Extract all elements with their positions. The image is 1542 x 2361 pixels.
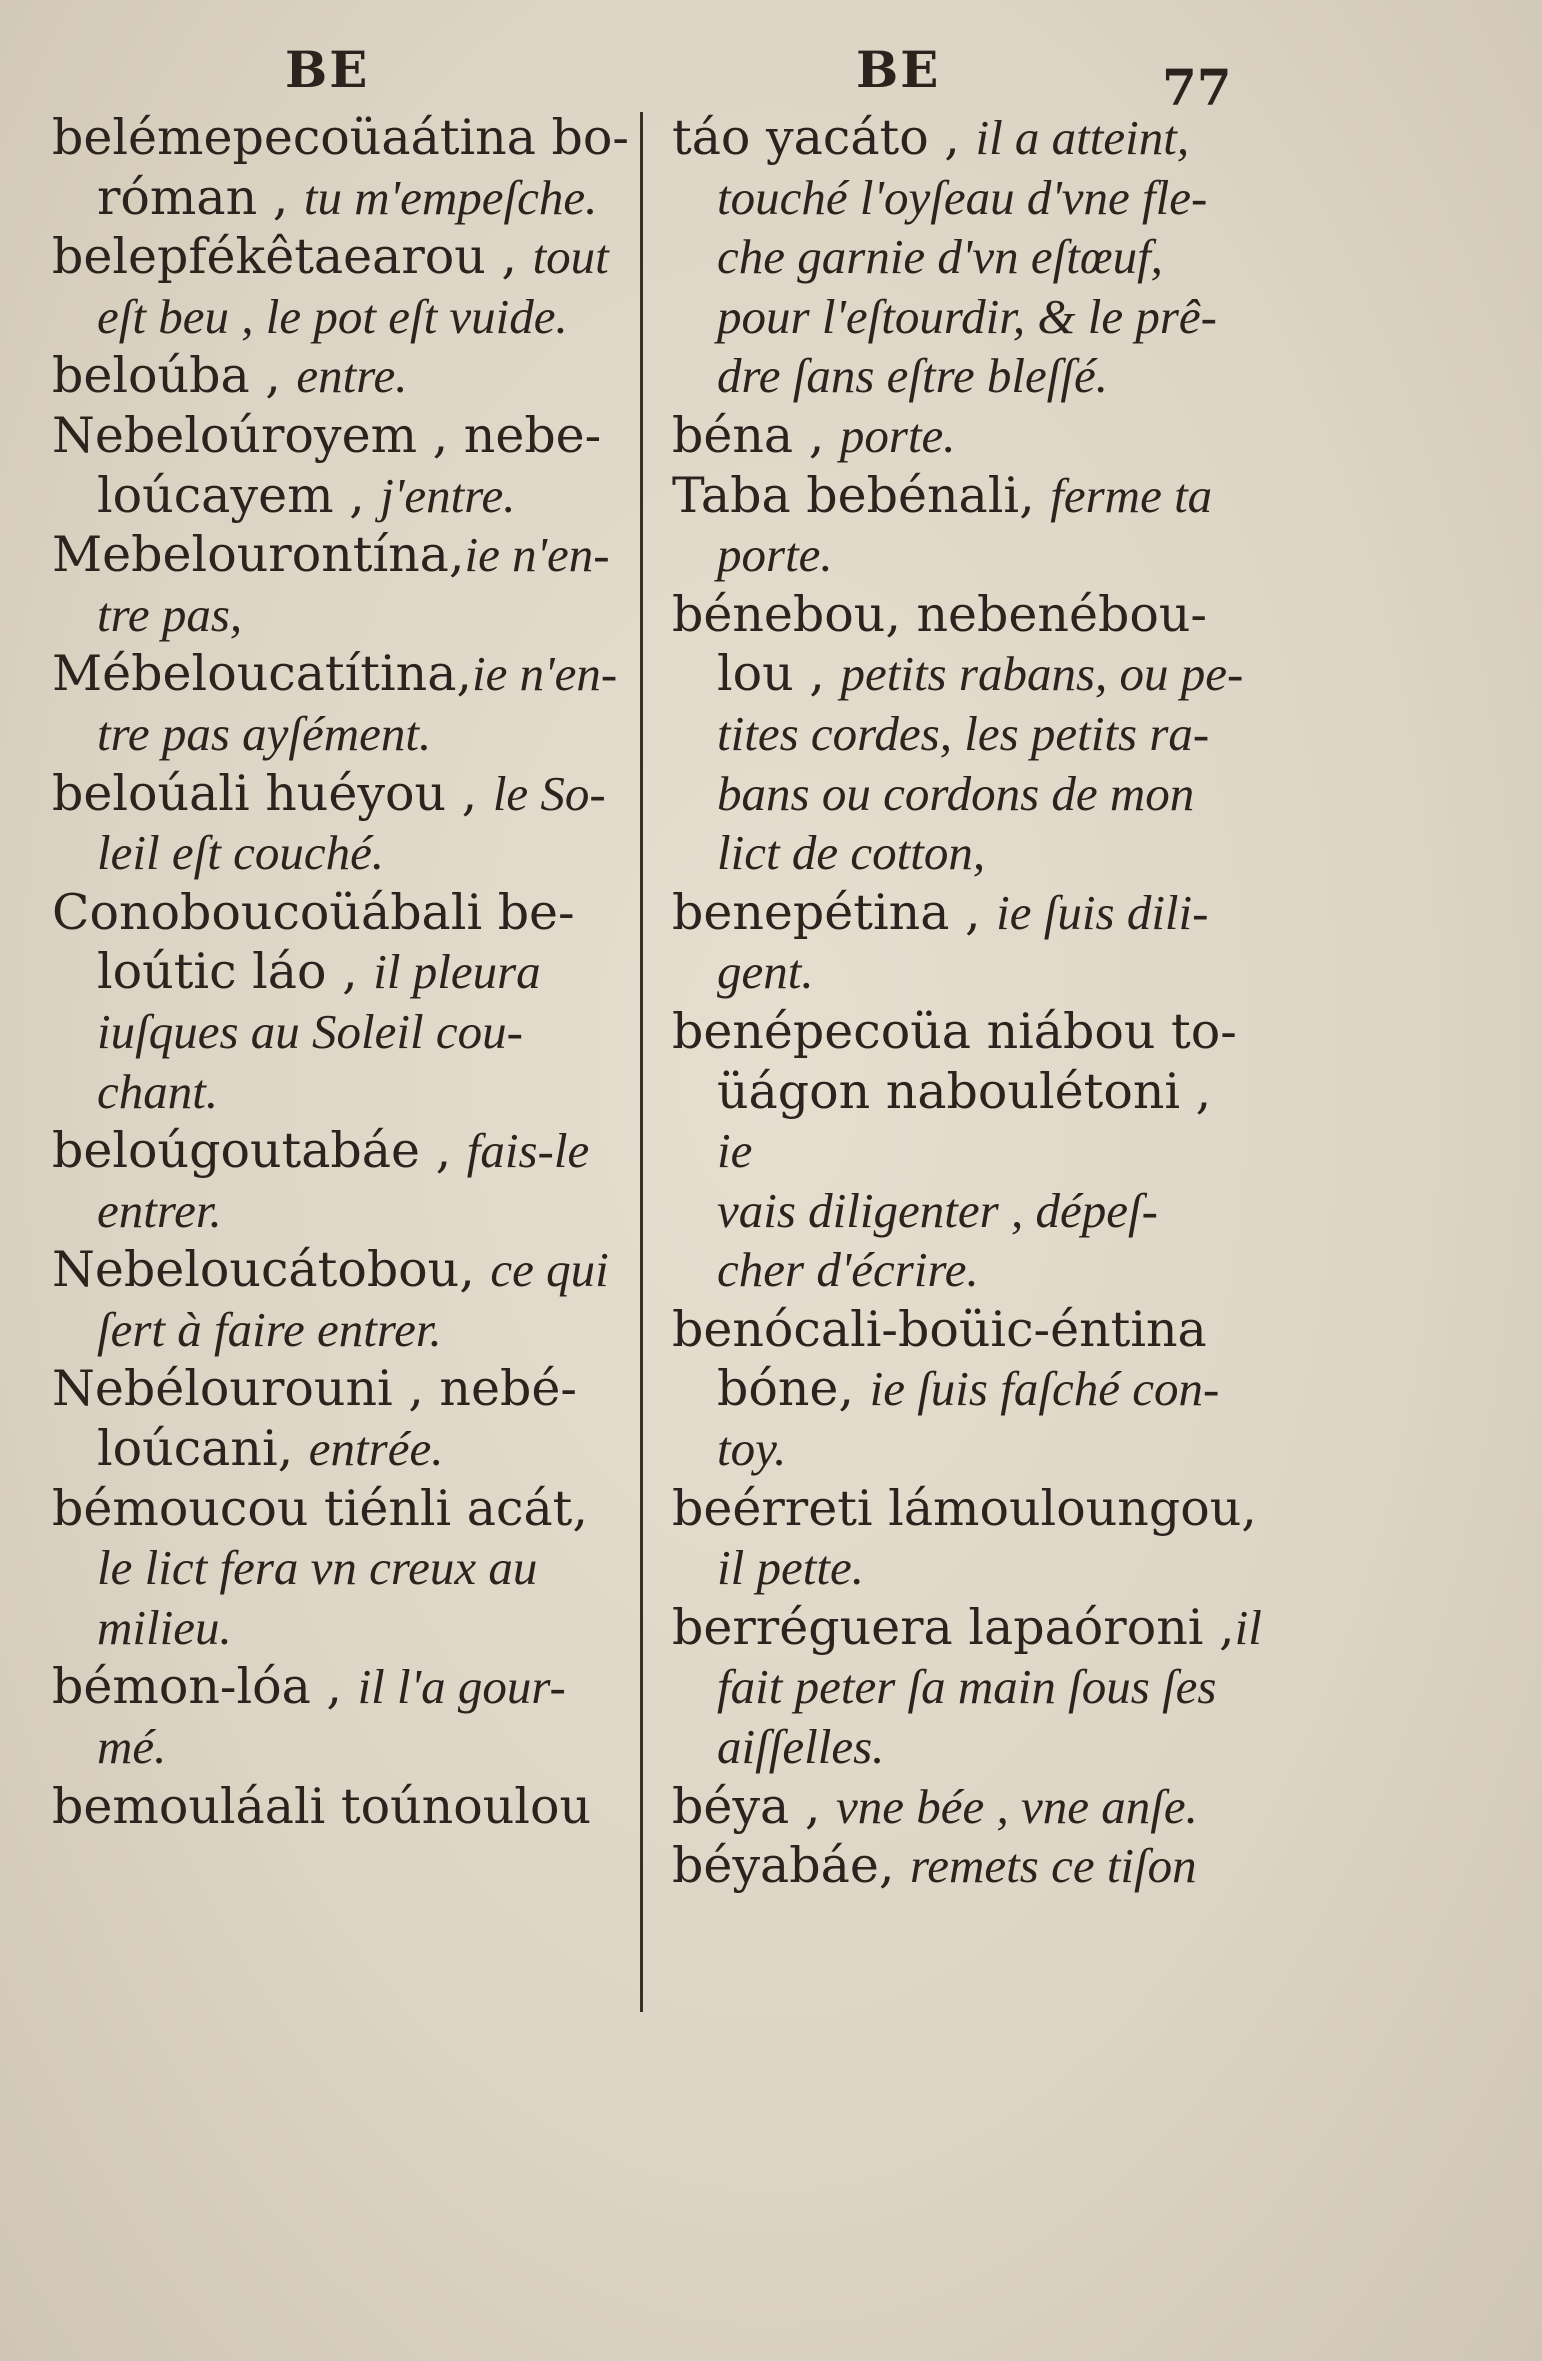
entry-translation: tout xyxy=(532,229,609,285)
entry-translation: ie n'en- xyxy=(472,646,618,702)
entry-headword: benépecoüa niábou to- xyxy=(672,1002,1237,1060)
dictionary-entry xyxy=(672,1002,1262,1300)
entry-headword: Taba bebénali, xyxy=(672,466,1051,524)
entry-translation: vne bée , vne anſe. xyxy=(836,1778,1198,1834)
dictionary-entry xyxy=(52,1777,642,1837)
entry-continuation-line: che garnie d'vn eſtœuf, xyxy=(717,229,1163,285)
entry-continuation-line: le lict fera vn creux au xyxy=(97,1540,538,1596)
entry-headword: beloúgoutabáe , xyxy=(52,1122,467,1180)
dictionary-entry xyxy=(672,1300,1262,1360)
dictionary-entry xyxy=(52,227,642,346)
entry-headword: benepétina , xyxy=(672,883,997,941)
entry-headword: béya , xyxy=(672,1777,836,1835)
entry-continuation-line: róman , tu m'empeſche. xyxy=(97,168,598,226)
dictionary-entry xyxy=(52,883,642,1121)
dictionary-entry xyxy=(52,1240,642,1359)
left-column xyxy=(52,108,642,1836)
entry-headword: béna , xyxy=(672,406,840,464)
entry-headword: bemouláali toúnoulou xyxy=(52,1777,591,1835)
entry-continuation-line: loúcani, entrée. xyxy=(97,1420,444,1478)
entry-continuation-line: üágon naboulétoni , ie xyxy=(717,1062,1212,1179)
entry-headword: Nebeloúroyem , nebe- xyxy=(52,406,602,464)
entry-translation: ie ſuis dili- xyxy=(996,884,1209,940)
entry-continuation-line: fait peter ſa main ſous ſes xyxy=(717,1659,1217,1715)
entry-continuation-line: loútic láo , il pleura xyxy=(97,943,541,1001)
entry-translation: fais-le xyxy=(466,1123,590,1179)
entry-headword: belémepecoüaátina bo- xyxy=(52,109,629,166)
entry-translation: le So- xyxy=(492,765,606,821)
entry-continuation-line: bans ou cordons de mon xyxy=(717,765,1195,821)
entry-translation: il xyxy=(1234,1599,1262,1655)
entry-headword: beérreti lámouloungou, xyxy=(672,1479,1257,1537)
entry-continuation-line: vais diligenter , dépeſ- xyxy=(717,1182,1158,1238)
entry-continuation-line: touché l'oyſeau d'vne fle- xyxy=(717,169,1208,225)
entry-headword: beloúba , xyxy=(52,347,297,405)
entry-translation: ie ſuis faſché con- xyxy=(869,1361,1220,1417)
dictionary-entry xyxy=(52,1657,642,1776)
dictionary-entry xyxy=(52,644,642,763)
dictionary-entry xyxy=(672,1777,1262,1837)
entry-continuation-line: porte. xyxy=(717,527,833,583)
entry-continuation-line: eſt beu , le pot eſt vuide. xyxy=(97,288,568,344)
dictionary-entry xyxy=(672,1479,1262,1598)
dictionary-entry xyxy=(672,466,1262,585)
entry-headword: Nebélourouni , nebé- xyxy=(52,1360,577,1418)
entry-continuation-line: entrer. xyxy=(97,1182,222,1238)
page-number: 77 xyxy=(1162,58,1232,117)
entry-headword: bémoucou tiénli acát, xyxy=(52,1479,588,1537)
dictionary-entry xyxy=(52,346,642,406)
entry-translation: ie n'en- xyxy=(464,527,610,583)
entry-continuation-line: pour l'eſtourdir, & le prê- xyxy=(717,288,1218,344)
entry-continuation-line: lict de cotton, xyxy=(717,825,986,881)
entry-headword: belepfékêtaearou , xyxy=(52,228,533,286)
entry-headword: bóne, xyxy=(717,1360,870,1418)
dictionary-entry xyxy=(52,1359,642,1478)
left-running-head: BE xyxy=(285,40,370,99)
entry-continuation-line: tre pas, xyxy=(97,586,243,642)
entry-headword: bémon-lóa , xyxy=(52,1658,358,1716)
entry-headword: benócali-boüic-éntina xyxy=(672,1300,1207,1358)
entry-continuation-line: tites cordes, les petits ra- xyxy=(717,705,1210,761)
entry-continuation-line: il pette. xyxy=(717,1540,864,1596)
entry-headword: beloúali huéyou , xyxy=(52,764,493,822)
entry-translation: ferme ta xyxy=(1050,467,1213,523)
dictionary-entry xyxy=(52,764,642,883)
entry-headword: berréguera lapaóroni , xyxy=(672,1598,1235,1656)
entry-continuation-line: milieu. xyxy=(97,1599,232,1655)
dictionary-entry xyxy=(52,1479,642,1658)
entry-continuation-line: tre pas ayſément. xyxy=(97,705,432,761)
entry-continuation-line: leil eſt couché. xyxy=(97,825,385,881)
entry-headword: Conoboucoüábali be- xyxy=(52,883,575,941)
entry-continuation-line: toy. xyxy=(717,1421,787,1477)
entry-continuation-line: gent. xyxy=(717,944,814,1000)
entry-headword: Nebeloucátobou, xyxy=(52,1241,491,1299)
entry-continuation-line: cher d'écrire. xyxy=(717,1242,979,1298)
entry-continuation-line: ſert à faire entrer. xyxy=(97,1301,442,1357)
dictionary-entry xyxy=(672,108,1262,406)
dictionary-entry xyxy=(672,1836,1262,1896)
dictionary-entry xyxy=(52,525,642,644)
entry-continuation-line: chant. xyxy=(97,1063,219,1119)
entry-headword: béyabáe, xyxy=(672,1837,910,1895)
dictionary-entry xyxy=(672,883,1262,1002)
right-running-head: BE xyxy=(856,40,941,99)
entry-translation: il l'a gour- xyxy=(357,1659,566,1715)
dictionary-entry xyxy=(672,406,1262,466)
entry-continuation-line: mé. xyxy=(97,1719,167,1775)
entry-translation: porte. xyxy=(839,407,956,463)
entry-translation: il a atteint, xyxy=(975,110,1190,165)
right-column xyxy=(672,108,1262,1896)
dictionary-entry xyxy=(672,585,1262,883)
entry-continuation-line: lou , petits rabans, ou pe- xyxy=(717,645,1244,703)
page-header xyxy=(0,40,1542,117)
dictionary-entry xyxy=(672,1359,1262,1478)
dictionary-entry xyxy=(52,406,642,525)
dictionary-entry xyxy=(52,108,642,227)
entry-continuation-line: loúcayem , j'entre. xyxy=(97,466,516,524)
entry-headword: bénebou, nebenébou- xyxy=(672,585,1207,643)
entry-continuation-line: iuſques au Soleil cou- xyxy=(97,1003,523,1059)
dictionary-entry xyxy=(672,1598,1262,1777)
entry-translation: ce qui xyxy=(490,1242,609,1298)
entry-headword: Mebelourontína, xyxy=(52,526,465,584)
dictionary-entry xyxy=(52,1121,642,1240)
entry-headword: Mébeloucatítina, xyxy=(52,645,472,703)
entry-headword: táo yacáto , xyxy=(672,109,976,166)
entry-translation: entre. xyxy=(296,348,408,404)
entry-translation: remets ce tiſon xyxy=(910,1838,1197,1894)
entry-continuation-line: dre ſans eſtre bleſſé. xyxy=(717,348,1108,404)
column-divider xyxy=(640,112,643,2012)
entry-continuation-line: aiſſelles. xyxy=(717,1719,885,1775)
